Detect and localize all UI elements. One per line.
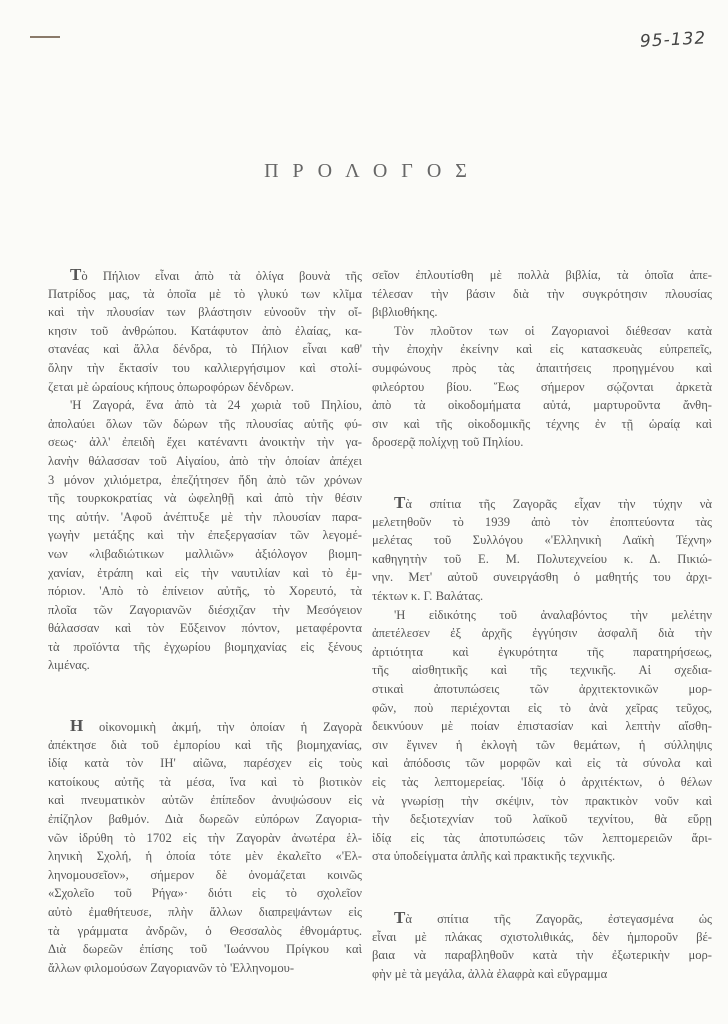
paragraph	[372, 909, 712, 983]
text-line: καθηγητὴν τοῦ Ε. Μ. Πολυτεχνείου κ. Δ. Πικιώ-	[372, 551, 712, 566]
text-line: λανὴν θάλασσαν τοῦ Αἰγαίου, ἀπὸ τὴν ὁποίαν ἀπέχει	[48, 453, 362, 468]
text-line: σεῖον ἐπλουτίσθη μὲ πολλὰ βιβλία, τὰ ὁποῖα ἀπε-	[372, 268, 712, 282]
drop-cap: Η	[70, 717, 84, 735]
text-line: καὶ τὴν πλουσίαν των βλάστησιν εὐνοοῦν τὴν οἴ-	[48, 305, 362, 320]
text-line: νην. Μετ' αὐτοῦ συνειργάσθη ὁ μαθητής του ἀρχι-	[372, 570, 712, 585]
text-line: φιλεόρτου βίου. Ἕως σήμερον σῴζονται ἀρκετὰ	[372, 379, 712, 394]
text-line: νων «λιβαδιώτικων μαλλιῶν» ἀξιόλογον βιομη-	[48, 546, 362, 561]
drop-cap: Τ	[70, 266, 82, 284]
text-line: της αὐτήν. 'Αφοῦ ἀνέπτυξε μὲ τὴν πλουσίαν παρα-	[48, 509, 362, 524]
text-line: νὰ γνωρίσῃ τὴν σκέψιν, τὸν πρακτικὸν νοῦν καὶ	[372, 793, 712, 808]
text-line: κησιν τοῦ ἀνθρώπου. Κατάφυτον ἀπὸ ἐλαίας, κα-	[48, 323, 362, 338]
handwritten-page-number: 95-132	[639, 28, 707, 52]
text-line: ἀπολαύει ὅλων τῶν δώρων τῆς πλουσίας αὐτῆς φύ-	[48, 416, 362, 431]
text-line: βαια νὰ παραβληθοῦν κατὰ τὴν ἐξωτερικὴν μορ-	[372, 948, 712, 963]
text-line: τὰ προϊόντα τῆς ἐγχωρίου βιομηχανίας εἰς ξένους	[48, 639, 362, 654]
text-line: μελέτας τοῦ Συλλόγου «'Ελληνικὴ Λαϊκὴ Τέχνη»	[372, 533, 712, 548]
text-line: Τὸ Πήλιον εἶναι ἀπὸ τὰ ὀλίγα βουνὰ τῆς	[70, 266, 362, 284]
text-line: ἀρτιότητα καὶ ἐγκυρότητα τῆς παρατηρήσεως,	[372, 644, 712, 659]
text-line: σιν ἔγινεν ἡ ἐκλογὴ τῶν θεμάτων, ἡ σύλληψις	[372, 737, 712, 752]
text-line: τέλεσαν τὴν βάσιν διὰ τὴν συγκρότησιν πλουσίας	[372, 286, 712, 301]
text-line: Τὸν πλοῦτον των οἱ Ζαγοριανοὶ διέθεσαν κατὰ	[394, 323, 712, 338]
text-line: «Σχολεῖο τοῦ Ρήγα»· διότι εἰς τὸ σχολεῖον	[48, 886, 362, 901]
text-line: νῶν ἱδρύθη τὸ 1702 εἰς τὴν Ζαγορὰν ἀνωτέρα ἑλ-	[48, 830, 362, 845]
text-line: 3 μόνον χιλιόμετρα, ἐπεζήτησεν ἤδη ἀπὸ τῶν χρόνων	[48, 472, 362, 487]
text-line: βιβλιοθήκης.	[372, 305, 438, 320]
text-line: στανέας καὶ ἄλλα δένδρα, τὸ Πήλιον εἶναι καθ'	[48, 342, 362, 357]
text-line: τὴν δεξιοτεχνίαν τοῦ λαϊκοῦ τεχνίτου, θὰ εὕρῃ	[372, 812, 712, 827]
text-line: ἀπὸ τὰ οἰκοδομήματα αὐτά, μαρτυροῦντα ἄνθη-	[372, 398, 712, 413]
text-line: δροσερᾷ πολίχνῃ τοῦ Πηλίου.	[372, 435, 524, 450]
text-line: Διὰ δωρεῶν ἐπίσης τοῦ 'Ιωάννου Πρίγκου καὶ	[48, 942, 362, 957]
text-line: ληνικὴ Σχολή, ἡ ὁποία τότε μὲν ἐκαλεῖτο «'Ελ-	[48, 849, 362, 864]
text-line: τῆς τουρκοκρατίας νὰ ὠφεληθῇ καὶ ἀπὸ τὴν θέσιν	[48, 491, 362, 506]
text-line: τέκτων κ. Γ. Βαλάτας.	[372, 588, 484, 603]
paragraph	[48, 717, 362, 977]
text-line: αὐτὸ ἐμαθήτευσε, πλὴν ἄλλων διαπρεψάντων εἰς	[48, 904, 362, 919]
text-line: ἄλλων φιλομούσων Ζαγοριανῶν τὸ 'Ελληνομου-	[48, 960, 295, 975]
text-line: στα ὑποδείγματα ἁπλῆς καὶ πρακτικῆς τεχνικῆς.	[372, 849, 616, 864]
text-line: τὰ γράμματα ἀνδρῶν, ὁ Θεσσαλὸς ἐθνομάρτυς.	[48, 923, 362, 938]
drop-cap: Τ	[394, 494, 406, 512]
paragraph	[48, 266, 362, 675]
text-line: ἀπετέλεσεν ἐξ ἀρχῆς ἐγγύησιν ἀσφαλῆ διὰ τὴν	[372, 626, 712, 641]
text-line: φῶν, ποὺ περιέχονται εἰς τὸ ἀνὰ χεῖρας τεῦχος,	[372, 700, 712, 715]
text-line: κατοίκους αὐτῆς τὰ μέσα, ἵνα καὶ τὸ βιοτικὸν	[48, 774, 362, 789]
text-line: θάλασσαν καὶ τὸν Εὔξεινον πόντον, μεταφέροντα	[48, 621, 362, 636]
text-line: σιν καὶ τῆς οἰκοδομικῆς τέχνης ἐν τῇ ὡραίᾳ καὶ	[372, 416, 712, 431]
text-line: ζεται μὲ ὡραίους κήπους ὀπωροφόρων δένδρων.	[48, 379, 294, 394]
text-line: χανίαν, ἐτράπη καὶ εἰς τὴν ναυτιλίαν καὶ τὸ ἐμ-	[48, 565, 362, 580]
margin-mark	[30, 36, 60, 38]
text-line: ἰδίᾳ εἰς τὰς ἀποτυπώσεις τῶν λεπτομερειῶν ἄρι-	[372, 830, 712, 845]
page-title: ΠΡΟΛΟΓΟΣ	[264, 160, 481, 182]
text-line: ἰδίᾳ κατὰ τὸν ΙΗ' αἰῶνα, παρέσχεν εἰς τοὺς	[48, 756, 362, 771]
text-line: τῆς αἰσθητικῆς καὶ τῆς τεχνικῆς. Αἱ σχεδια-	[372, 663, 712, 678]
text-line: Η οἰκονομικὴ ἀκμή, τὴν ὁποίαν ἡ Ζαγορὰ	[70, 717, 362, 735]
text-line: γωγὴν μετάξης καὶ τὴν ἐπεξεργασίαν τῶν λεγομέ-	[48, 528, 362, 543]
text-line: δεικνύουν μὲ ποίαν ἐπιστασίαν καὶ λεπτὴν αἴσθη-	[372, 719, 712, 734]
text-line: πλοῖα τῶν Ζαγοριανῶν διέσχιζαν τὴν Μεσόγειον	[48, 602, 362, 617]
text-line: σεως· ἀλλ' ἐπειδὴ ἔχει κατέναντι ἀνοικτὴν τὴν γα-	[48, 435, 362, 450]
text-line: εἰς τὰς λεπτομερείας. 'Ιδίᾳ ὁ ἀρχιτέκτων, ὁ θέλων	[372, 774, 712, 789]
text-line: καὶ πνευματικὸν αὐτῶν ἐπίπεδον ἀνυψώσουν εἰς	[48, 793, 362, 808]
drop-cap: Τ	[394, 909, 406, 927]
text-line: Τὰ σπίτια τῆς Ζαγορᾶς εἶχαν τὴν τύχην νὰ	[394, 494, 712, 512]
text-line: συμφώνους πρὸς τὰς ἀπαιτήσεις προηγμένου καὶ	[372, 360, 712, 375]
text-line: λιμένας.	[48, 658, 90, 673]
paragraph	[372, 266, 712, 452]
text-line: ληνομουσεῖον», σήμερον δὲ ὀνομάζεται κοινῶς	[48, 867, 362, 882]
text-line: ἀπέκτησε διὰ τοῦ ἐμπορίου καὶ τῆς βιομηχανίας,	[48, 737, 362, 752]
text-line: Τὰ σπίτια τῆς Ζαγορᾶς, ἐστεγασμένα ὡς	[394, 909, 712, 927]
text-line: μελετηθοῦν τὸ 1939 ἀπὸ τὸν ἐποπτεύοντα τὰς	[372, 514, 712, 529]
text-line: 'Η εἰδικότης τοῦ ἀναλαβόντος τὴν μελέτην	[394, 607, 712, 622]
text-line: ὅλην τὴν ἔκτασίν του καλλιεργήσιμον καὶ στολί-	[48, 360, 362, 375]
text-line: στικαὶ ἀποτυπώσεις τῶν ἀρχιτεκτονικῶν μορ-	[372, 681, 712, 696]
text-line: 'Η Ζαγορά, ἕνα ἀπὸ τὰ 24 χωριὰ τοῦ Πηλίου,	[70, 398, 362, 413]
text-line: ἐπίζηλον βαθμόν. Διὰ δωρεῶν εὐπόρων Ζαγορια-	[48, 811, 362, 826]
paragraph	[372, 494, 712, 866]
text-line: φὴν μὲ τὰ μεγάλα, ἀλλὰ ἐλαφρὰ καὶ εὔγραμμα	[372, 966, 608, 981]
text-line: εἶναι μὲ πλάκας σχιστολιθικάς, δὲν ἠμποροῦν βέ-	[372, 929, 712, 944]
text-line: τὴν ἐποχὴν ἐκείνην καὶ εἰς κατασκευὰς εὐπρεπεῖς,	[372, 342, 712, 357]
text-line: Πατρίδος μας, τὰ ὁποῖα μὲ τὸ γλυκύ των κλῖμα	[48, 286, 362, 301]
text-line: πόριον. 'Απὸ τὸ ἐπίνειον αὐτῆς, τὸ Χορευτό, τὰ	[48, 584, 362, 599]
text-line: καὶ ἀπόδοσις τῶν μορφῶν καὶ εἰς τὰ σύνολα καὶ	[372, 756, 712, 771]
